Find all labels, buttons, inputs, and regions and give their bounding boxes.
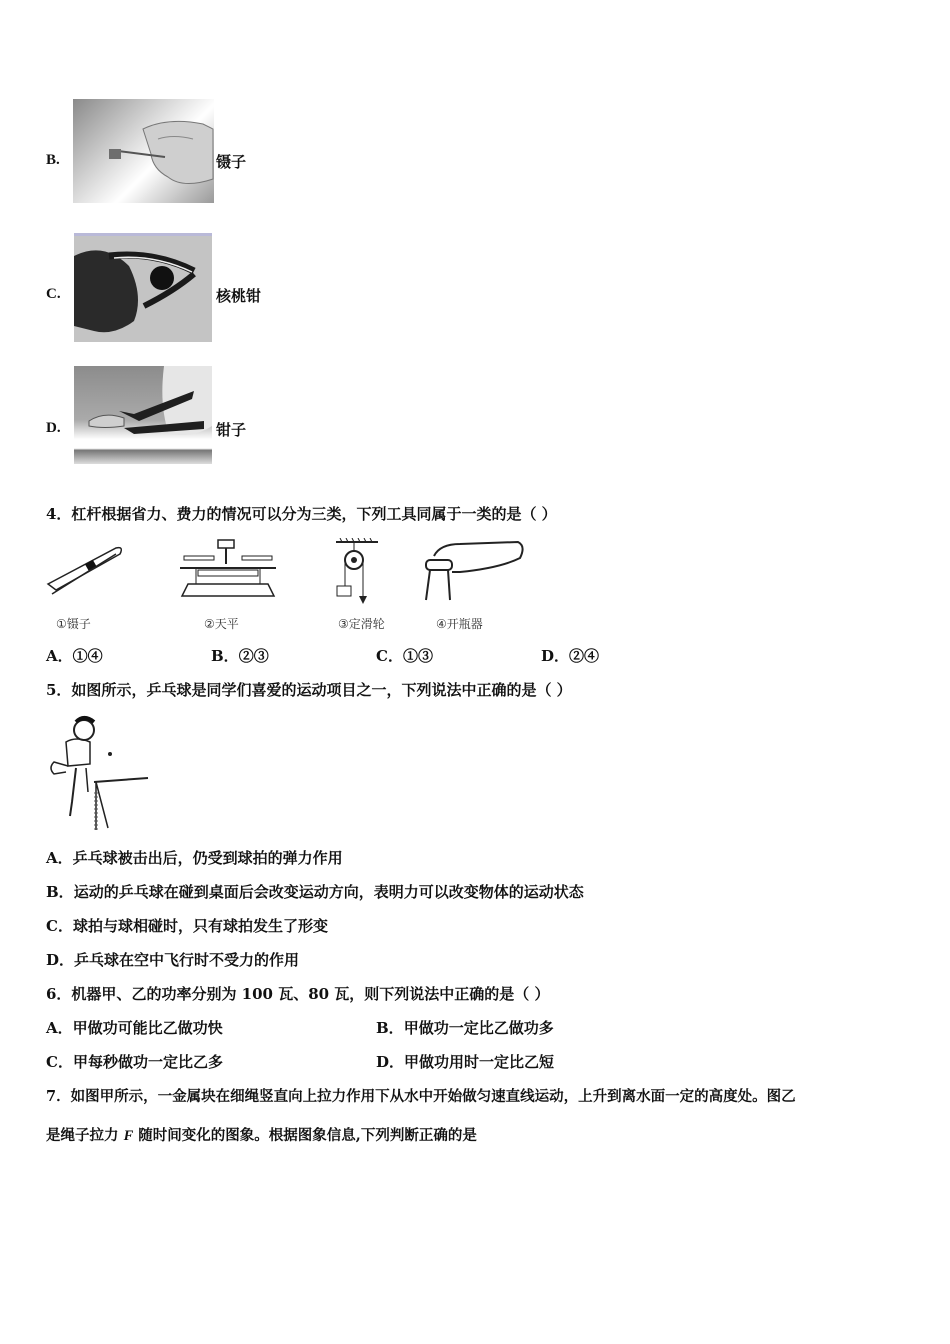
q5-option-a-letter: A．: [46, 849, 73, 867]
pliers-photo: [74, 366, 212, 464]
q7-line2-pre: 是绳子拉力: [46, 1127, 119, 1144]
q4-option-c-letter: C．: [376, 647, 403, 665]
q4-option-a-text: ①④: [72, 647, 103, 665]
q5-option-d-letter: D．: [46, 951, 75, 969]
q6-option-b[interactable]: [376, 1018, 554, 1038]
q5-option-a-text: 乒乓球被击出后，仍受到球拍的弹力作用: [72, 849, 343, 867]
q6-option-a-text: 甲做功可能比乙做功快: [72, 1019, 223, 1037]
q5-option-c-text: 球拍与球相碰时，只有球拍发生了形变: [72, 917, 328, 935]
q4-option-c-text: ①③: [402, 647, 433, 665]
q5-option-d[interactable]: [46, 950, 299, 970]
option-c-letter: C.: [46, 286, 61, 302]
q6-option-c[interactable]: [46, 1052, 223, 1072]
caption-bottle-opener: ④开瓶器: [436, 617, 483, 631]
q5-option-c-letter: C．: [46, 917, 73, 935]
q5-option-b-text: 运动的乒乓球在碰到桌面后会改变运动方向，表明力可以改变物体的运动状态: [73, 883, 584, 901]
option-b-label: 镊子: [216, 153, 247, 171]
q4-option-d-text: ②④: [569, 647, 600, 665]
balance-icon: [178, 538, 278, 602]
q4-option-d-letter: D．: [541, 647, 570, 665]
q5-option-c[interactable]: [46, 916, 328, 936]
q6-option-a[interactable]: [46, 1018, 223, 1038]
q6-option-a-letter: A．: [46, 1019, 73, 1037]
bottle-opener-icon: [420, 538, 526, 606]
q4-option-c[interactable]: [376, 646, 433, 666]
q5-option-b-letter: B．: [46, 883, 74, 901]
q7-line2-post: 随时间变化的图象。根据图象信息,下列判断正确的是: [138, 1127, 477, 1144]
q4-option-b-letter: B．: [211, 647, 239, 665]
q7-variable-f: F: [123, 1128, 134, 1144]
nutcracker-photo: [74, 233, 212, 342]
q4-option-a-letter: A．: [46, 647, 73, 665]
fixed-pulley-icon: [332, 538, 382, 606]
q5-option-d-text: 乒乓球在空中飞行时不受力的作用: [74, 951, 300, 969]
q6-option-d[interactable]: [376, 1052, 554, 1072]
option-d-label: 钳子: [216, 421, 247, 439]
q4-option-a[interactable]: [46, 646, 103, 666]
q6-option-b-letter: B．: [376, 1019, 404, 1037]
table-tennis-player-icon: [46, 712, 152, 836]
q5-stem: 5．如图所示，乒乓球是同学们喜爱的运动项目之一，下列说法中正确的是（ ）: [46, 681, 572, 699]
caption-balance: ②天平: [204, 617, 239, 631]
option-c-label: 核桃钳: [216, 287, 262, 305]
tweezers-photo: [73, 99, 214, 203]
caption-fixed-pulley: ③定滑轮: [338, 617, 385, 631]
q6-option-d-text: 甲做功用时一定比乙短: [404, 1053, 555, 1071]
q4-option-b-text: ②③: [238, 647, 269, 665]
q5-option-a[interactable]: [46, 848, 343, 868]
q6-option-c-text: 甲每秒做功一定比乙多: [72, 1053, 223, 1071]
q4-option-b[interactable]: [211, 646, 269, 666]
option-d-letter: D.: [46, 420, 61, 436]
q7-stem-line2: [46, 1126, 477, 1146]
q6-option-c-letter: C．: [46, 1053, 73, 1071]
q6-option-b-text: 甲做功一定比乙做功多: [403, 1019, 554, 1037]
q7-stem-line1: 7．如图甲所示，一金属块在细绳竖直向上拉力作用下从水中开始做匀速直线运动，上升到离水面一定的高度处。图乙: [46, 1088, 796, 1105]
q4-option-d[interactable]: [541, 646, 599, 666]
q4-stem: 4．杠杆根据省力、费力的情况可以分为三类，下列工具同属于一类的是（ ）: [46, 505, 557, 523]
tweezers-icon: [46, 538, 126, 602]
caption-tweezers: ①镊子: [56, 617, 91, 631]
q5-option-b[interactable]: [46, 882, 584, 902]
q6-stem: 6．机器甲、乙的功率分别为 100 瓦、80 瓦，则下列说法中正确的是（ ）: [46, 985, 550, 1003]
q6-option-d-letter: D．: [376, 1053, 405, 1071]
option-b-letter: B.: [46, 152, 60, 168]
